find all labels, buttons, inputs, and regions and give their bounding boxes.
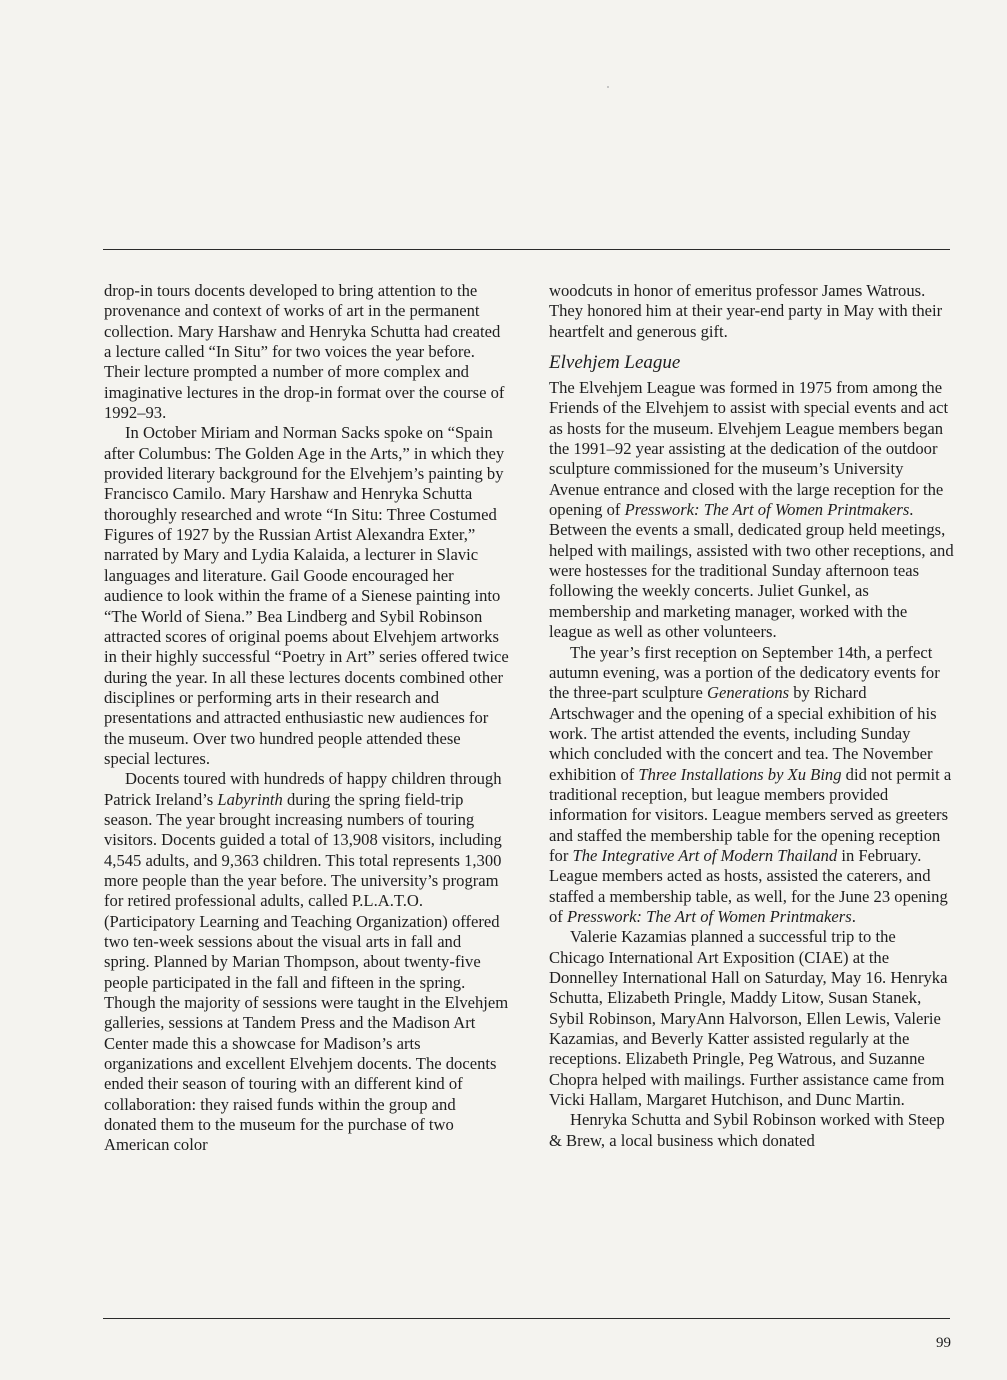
artwork-title: Generations	[707, 683, 790, 703]
left-column	[104, 281, 509, 1156]
text-run: . Between the events a small, dedicated group held meetings, helped with mailings, assisted with two other receptions, and were hostesses for the traditional Sunday afternoon teas following the weekly concerts. Juliet Gunkel, as membership and marketing manager, worked with the league as well as other volunteers.	[549, 500, 954, 642]
text-run: The Elvehjem League was formed in 1975 from among the Friends of the Elvehjem to assist with special events and act as hosts for the museum. Elvehjem League members began the 1991–92 year assisting at the dedication of the outdoor sculpture commissioned for the museum’s University Avenue entrance and closed with the large reception for the opening of	[549, 378, 949, 520]
artwork-title: Labyrinth	[217, 789, 283, 809]
exhibition-title: Presswork: The Art of Women Printmakers	[566, 906, 852, 926]
paragraph	[549, 378, 954, 642]
paragraph: Valerie Kazamias planned a successful trip to the Chicago International Art Exposition (CIAE) at the Donnelley International Hall on Saturday, May 16. Henryka Schutta, Elizabeth Pringle, Maddy Litow, Susan Stanek, Sybil Robinson, MaryAnn Halvorson, Ellen Lewis, Valerie Kazamias, and Beverly Katter assisted regularly at the receptions. Elizabeth Pringle, Peg Watrous, and Suzanne Chopra helped with mailings. Further assistance came from Vicki Hallam, Margaret Hutchison, and Dunc Martin.	[549, 927, 948, 1110]
top-rule	[103, 249, 950, 250]
text-run: during the spring field-trip season. The year brought increasing numbers of touring visitors. Docents guided a total of 13,908 visitors, including 4,545 adults, and 9,363 children. This total represents 1,300 more people than the year before. The university’s program for retired professional adults, called P.L.A.T.O. (Participatory Learning and Teaching Organization) offered two ten-week sessions about the visual arts in fall and spring. Planned by Marian Thompson, about twenty-five people participated in the fall and fifteen in the spring. Though the majority of sessions were taught in the Elvehjem galleries, sessions at Tandem Press and the Madison Art Center made this a showcase for Madison’s arts organizations and excellent Elvehjem docents. The docents ended their season of touring with an different kind of collaboration: they raised funds within the group and donated them to the museum for the purchase of two American color	[104, 789, 509, 1155]
text-run: in February. League members acted as hosts, assisted the caterers, and staffed a membership table, as well, for the June 23 opening of	[549, 845, 948, 926]
text-run: .	[851, 906, 856, 926]
text-run: did not permit a traditional reception, but league members provided information for visitors. League members served as greeters and staffed the membership table for the opening reception for	[549, 764, 952, 865]
page-number: 99	[936, 1335, 951, 1351]
bottom-rule	[103, 1318, 950, 1319]
paragraph: In October Miriam and Norman Sacks spoke on “Spain after Columbus: The Golden Age in the Arts,” in which they provided literary background for the Elvehjem’s painting by Francisco Camilo. Mary Harshaw and Henryka Schutta thoroughly researched and wrote “In Situ: Three Costumed Figures of 1927 by the Russian Artist Alexandra Exter,” narrated by Mary and Lydia Kalaida, a lecturer in Slavic languages and literature. Gail Goode encouraged her audience to look within the frame of a Sienese painting into “The World of Siena.” Bea Lindberg and Sybil Robinson attracted scores of original poems about Elvehjem artworks in their highly successful “Poetry in Art” series offered twice during the year. In all these lectures docents combined other disciplines or performing arts in their research and presentations and attracted enthusiastic new audiences for the museum. Over two hundred people attended these special lectures.	[104, 423, 509, 768]
paper-speck	[607, 86, 609, 88]
exhibition-title: Presswork: The Art of Women Printmakers	[624, 500, 910, 520]
paragraph: Henryka Schutta and Sybil Robinson worked with Steep & Brew, a local business which donated	[549, 1110, 945, 1150]
paragraph	[549, 643, 954, 928]
text-run: by Richard Artschwager and the opening of a special exhibition of his work. The artist attended the events, including Sunday which concluded with the concert and tea. The November exhibition of	[549, 683, 937, 784]
paragraph: drop-in tours docents developed to bring attention to the provenance and context of works of art in the permanent collection. Mary Harshaw and Henryka Schutta had created a lecture called “In Situ” for two voices the year before. Their lecture prompted a number of more complex and imaginative lectures in the drop-in format over the course of 1992–93.	[104, 281, 505, 423]
exhibition-title: Three Installations by Xu Bing	[638, 764, 842, 784]
paragraph: woodcuts in honor of emeritus professor James Watrous. They honored him at their year-end party in May with their heartfelt and generous gift.	[549, 281, 943, 341]
text-run: Docents toured with hundreds of happy children through Patrick Ireland’s	[104, 769, 502, 809]
paragraph	[104, 769, 509, 1156]
exhibition-title: The Integrative Art of Modern Thailand	[572, 845, 838, 865]
section-heading: Elvehjem League	[549, 352, 681, 374]
text-run: The year’s first reception on September 14th, a perfect autumn evening, was a portion of the dedicatory events for the three-part sculpture	[549, 642, 940, 703]
right-column	[549, 281, 954, 1151]
